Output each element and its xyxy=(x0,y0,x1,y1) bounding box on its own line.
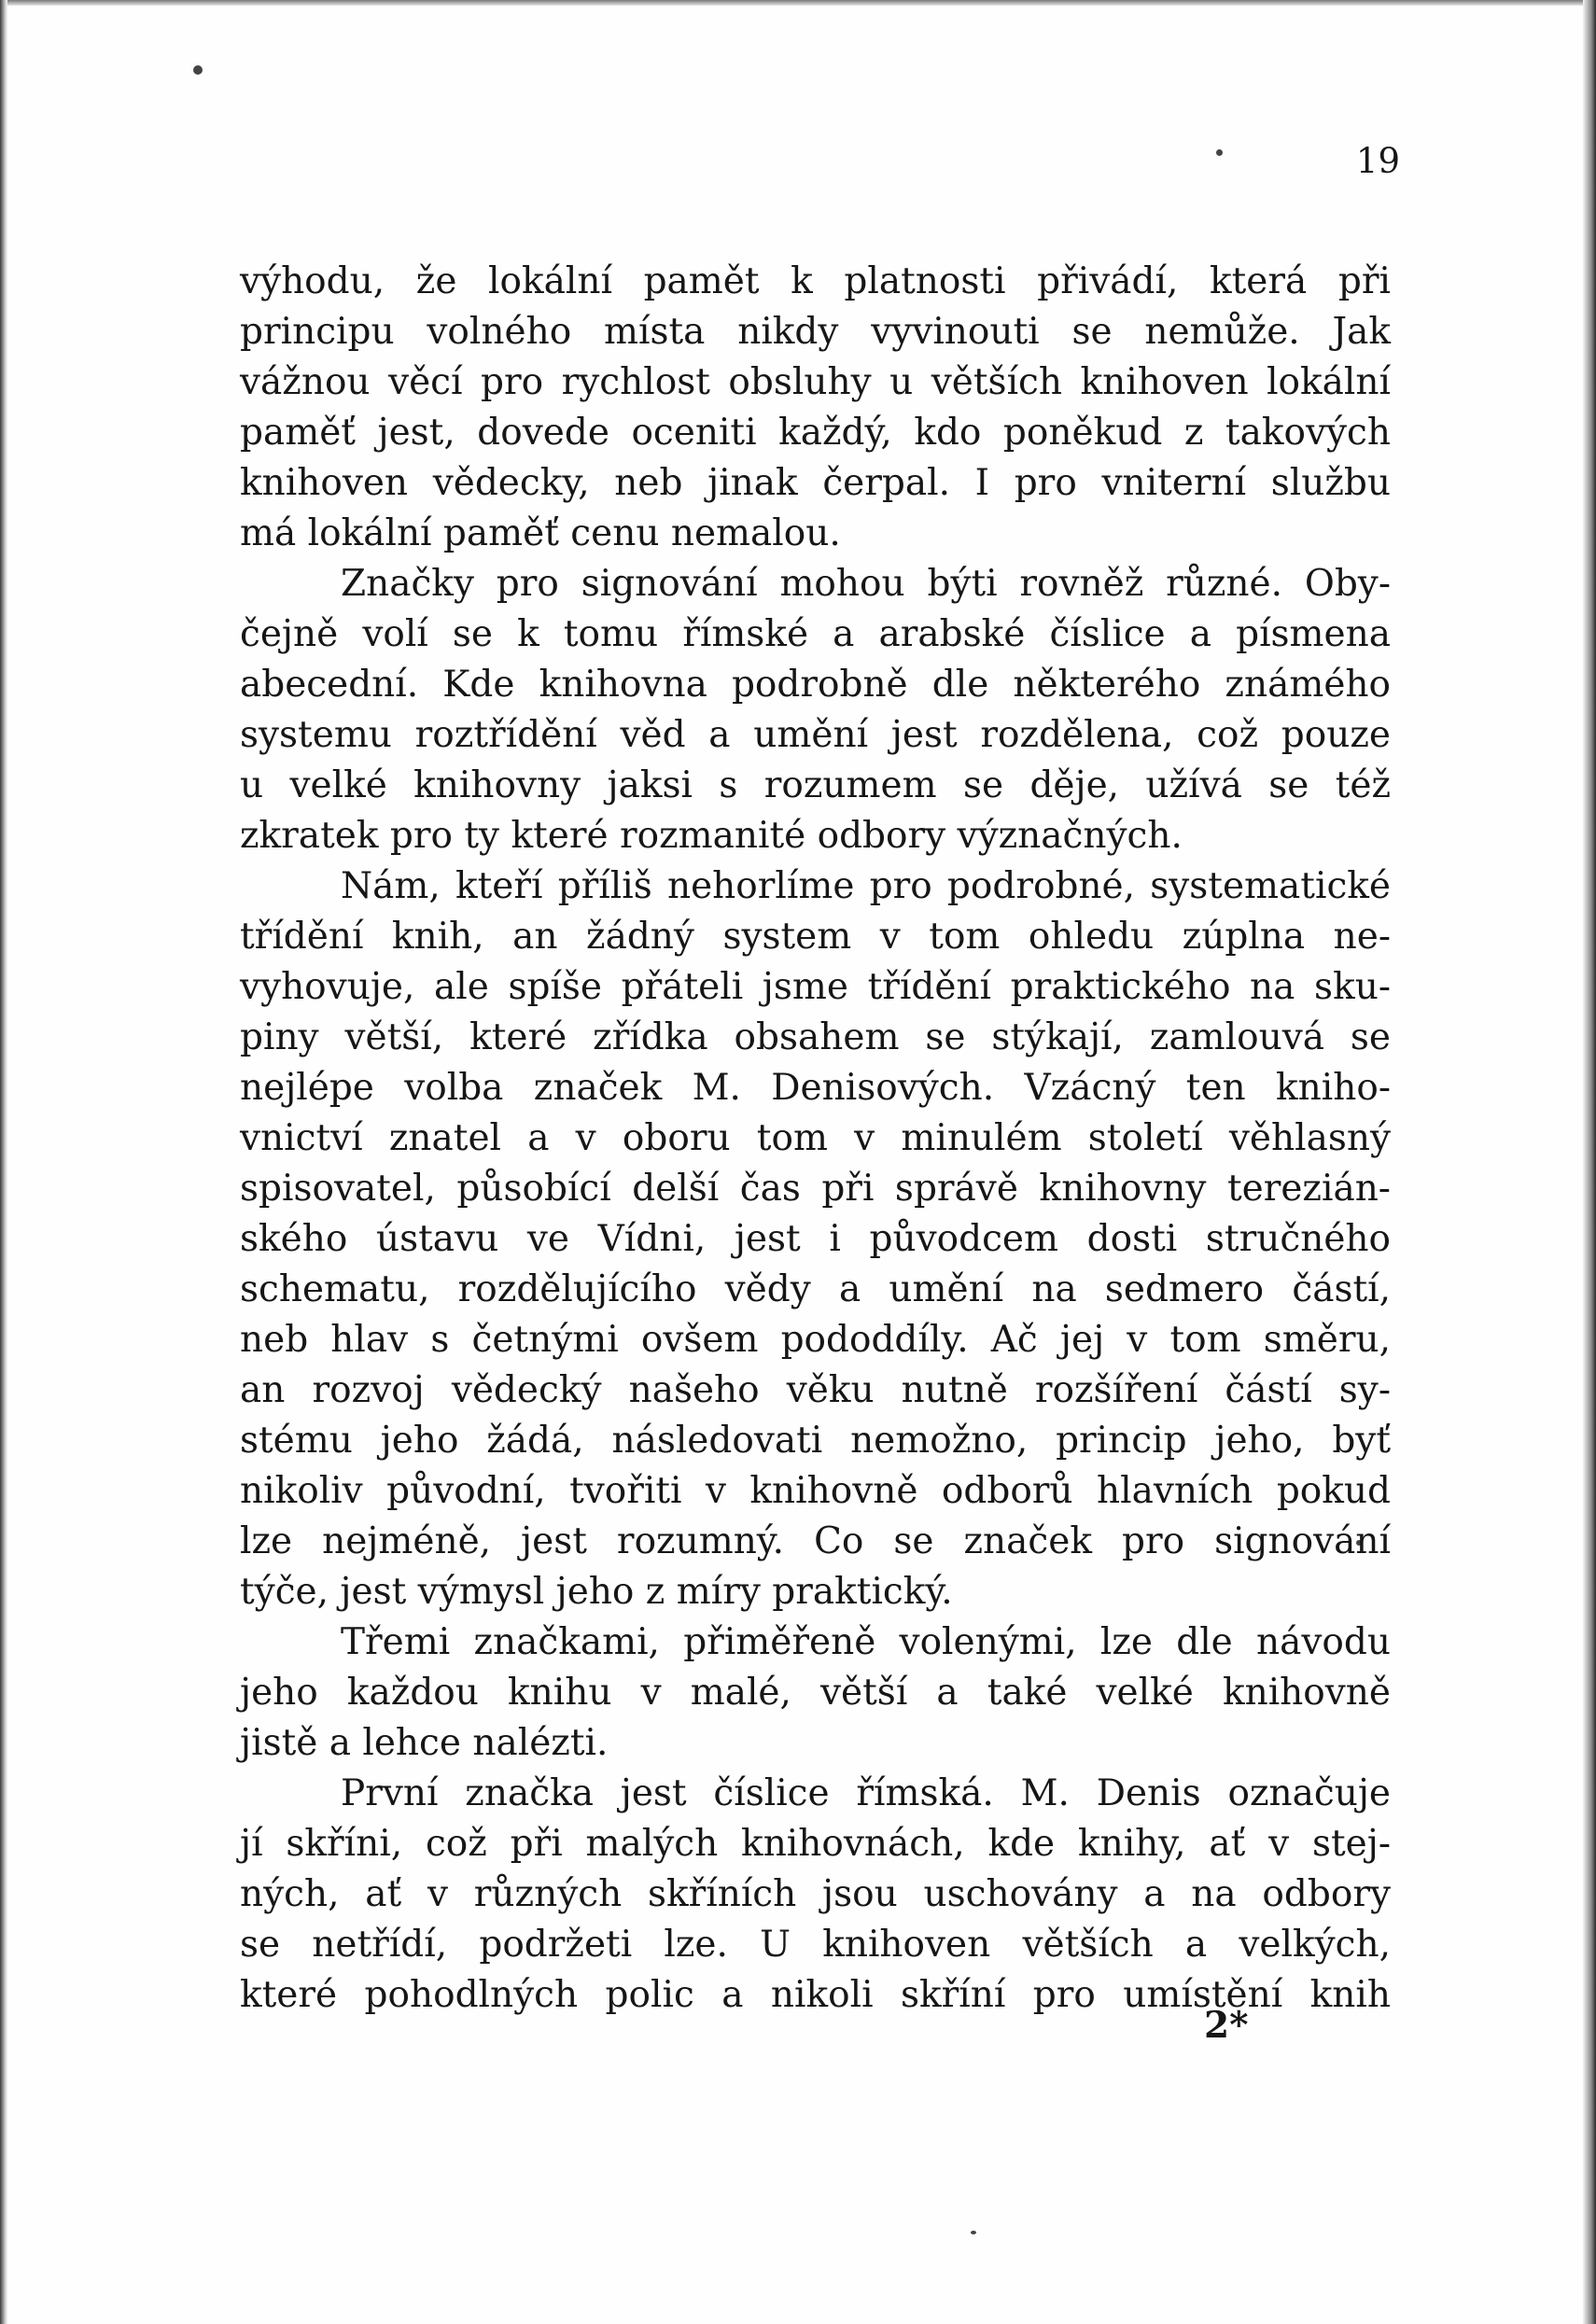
text-line: u velké knihovny jaksi s rozumem se děje, užívá se též xyxy=(240,764,1391,806)
text-line: má lokální paměť cenu nemalou. xyxy=(240,512,841,554)
paragraph xyxy=(240,861,1391,1617)
paragraph xyxy=(240,1769,1391,2021)
text-line: Nám, kteří příliš nehorlíme pro podrobné, systematické xyxy=(341,865,1391,907)
text-line: týče, jest výmysl jeho z míry praktický. xyxy=(240,1571,953,1613)
scan-speck xyxy=(193,65,203,75)
text-line: které pohodlných polic a nikoli skříní pro umístění knih xyxy=(240,1974,1391,2016)
text-line: První značka jest číslice římská. M. Denis označuje xyxy=(341,1772,1391,1814)
text-line: zkratek pro ty které rozmanité odbory význačných. xyxy=(240,815,1183,857)
text-line: neb hlav s četnými ovšem pododdíly. Ač jej v tom směru, xyxy=(240,1319,1391,1361)
text-line: jeho každou knihu v malé, větší a také velké knihovně xyxy=(240,1672,1391,1714)
text-line: schematu, rozdělujícího vědy a umění na sedmero částí, xyxy=(240,1268,1391,1310)
scan-speck xyxy=(971,2231,976,2234)
paragraph xyxy=(240,257,1391,559)
page-number: 19 xyxy=(1355,141,1400,181)
text-line: výhodu, že lokální pamět k platnosti přivádí, která při xyxy=(240,260,1391,302)
text-line: knihoven vědecky, neb jinak čerpal. I pro vniterní službu xyxy=(240,462,1391,504)
text-line: spisovatel, působící delší čas při správě knihovny terezián- xyxy=(240,1168,1391,1210)
text-line: nikoliv původní, tvořiti v knihovně odborů hlavních pokud xyxy=(240,1470,1391,1512)
text-line: ných, ať v různých skříních jsou uschovány a na odbory xyxy=(240,1873,1391,1915)
body-text xyxy=(240,257,1391,2021)
scan-speck xyxy=(1216,149,1223,156)
text-line: jí skříni, což při malých knihovnách, kde knihy, ať v stej- xyxy=(240,1823,1391,1865)
text-line: nejlépe volba značek M. Denisových. Vzácný ten kniho- xyxy=(240,1067,1391,1109)
text-line: vnictví znatel a v oboru tom v minulém století věhlasný xyxy=(240,1117,1391,1159)
text-line: lze nejméně, jest rozumný. Co se značek pro signování xyxy=(240,1520,1391,1562)
text-line: Značky pro signování mohou býti rovněž různé. Oby- xyxy=(341,563,1391,605)
scan-edge-right xyxy=(1583,0,1596,2324)
paragraph xyxy=(240,559,1391,861)
text-line: třídění knih, an žádný system v tom ohledu zúplna ne- xyxy=(240,916,1391,958)
text-line: Třemi značkami, přiměřeně volenými, lze dle návodu xyxy=(341,1621,1391,1663)
text-line: principu volného místa nikdy vyvinouti se nemůže. Jak xyxy=(240,311,1391,353)
text-line: piny větší, které zřídka obsahem se stýkají, zamlouvá se xyxy=(240,1016,1391,1058)
text-line: systemu roztřídění věd a umění jest rozdělena, což pouze xyxy=(240,714,1391,756)
text-line: vyhovuje, ale spíše přáteli jsme třídění praktického na sku- xyxy=(240,966,1391,1008)
text-line: vážnou věcí pro rychlost obsluhy u větších knihoven lokální xyxy=(240,361,1391,403)
text-line: čejně volí se k tomu římské a arabské číslice a písmena xyxy=(240,613,1391,655)
text-line: se netřídí, podržeti lze. U knihoven větších a velkých, xyxy=(240,1924,1391,1966)
signature-mark: 2* xyxy=(1204,2004,1249,2047)
text-line: an rozvoj vědecký našeho věku nutně rozšíření částí sy- xyxy=(240,1369,1391,1411)
scan-edge-top xyxy=(0,0,1596,6)
paragraph xyxy=(240,1617,1391,1769)
text-line: jistě a lehce nalézti. xyxy=(240,1722,609,1764)
text-line: paměť jest, dovede oceniti každý, kdo poněkud z takových xyxy=(240,412,1391,454)
text-line: stému jeho žádá, následovati nemožno, princip jeho, byť xyxy=(240,1420,1391,1462)
text-line: abecední. Kde knihovna podrobně dle některého známého xyxy=(240,664,1391,706)
scan-edge-left xyxy=(0,0,7,2324)
text-line: ského ústavu ve Vídni, jest i původcem dosti stručného xyxy=(240,1218,1391,1260)
